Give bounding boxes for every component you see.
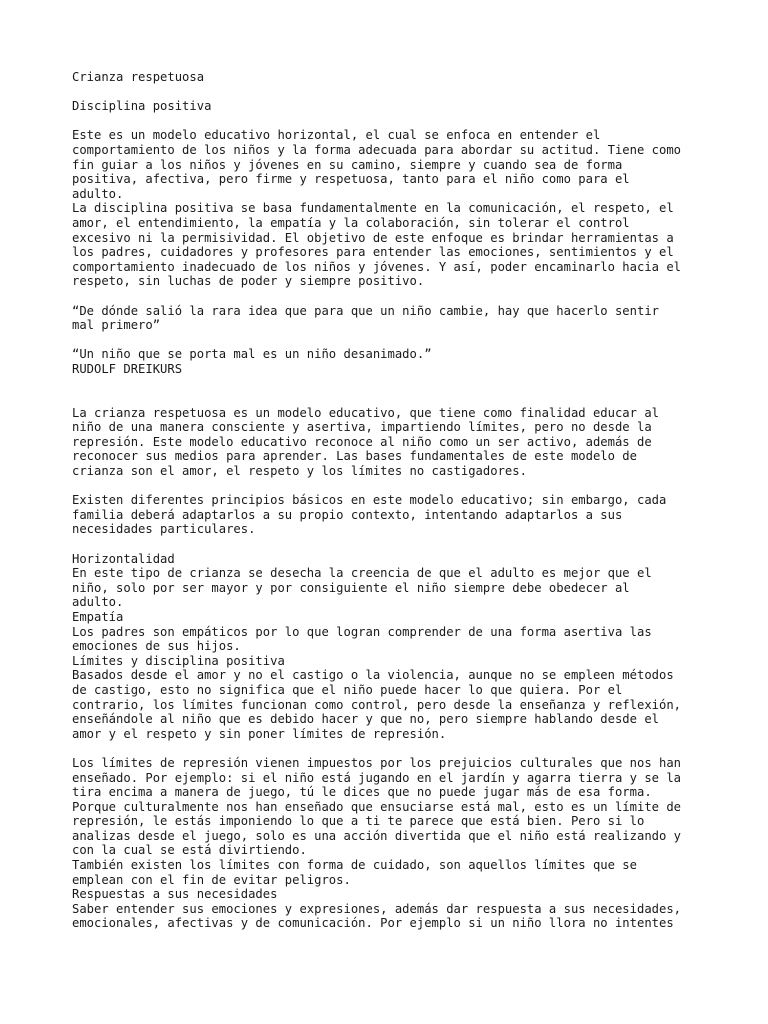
quote-1: “De dónde salió la rara idea que para que un niño cambie, hay que hacerlo sentir mal primero” bbox=[72, 303, 659, 333]
heading-limites: Límites y disciplina positiva bbox=[72, 653, 285, 668]
quote-author: RUDOLF DREIKURS bbox=[72, 361, 183, 376]
paragraph-principios: Existen diferentes principios básicos en este modelo educativo; sin embargo, cada familia deberá adaptarlos a su propio contexto, intentando adaptarlos a sus necesidades particulares. bbox=[72, 493, 667, 537]
heading-empatia: Empatía bbox=[72, 609, 124, 624]
document-subtitle: Disciplina positiva bbox=[72, 99, 212, 114]
heading-respuestas: Respuestas a sus necesidades bbox=[72, 887, 278, 902]
text-respuestas: Saber entender sus emociones y expresiones, además dar respuesta a sus necesidades, emocionales, afectivas y de comunicación. Por ejemplo si un niño llora no intentes bbox=[72, 901, 682, 931]
document-page bbox=[72, 70, 722, 931]
intro-paragraph: Este es un modelo educativo horizontal, el cual se enfoca en entender el comportamiento de los niños y la forma adecuada para abordar su actitud. Tiene como fin guiar a los niños y jóvenes en su camino, siempre y cuando sea de forma positiva, afectiva, pero firme y respetuosa, tanto para el niño como para el adulto. La disciplina positiva se basa fundamentalmente en la comunicación, el respeto, el amor, el entendimiento, la empatía y la colaboración, sin tolerar el control excesivo ni la permisividad. El objetivo de este enfoque es brindar herramientas a los padres, cuidadores y profesores para entender las emociones, sentimientos y el comportamiento inadecuado de los niños y jóvenes. Y así, poder encaminarlo hacia el respeto, sin luchas de poder y siempre positivo. bbox=[72, 128, 682, 289]
document-title: Crianza respetuosa bbox=[72, 70, 205, 84]
heading-horizontalidad: Horizontalidad bbox=[72, 551, 175, 566]
text-empatia: Los padres son empáticos por lo que logran comprender de una forma asertiva las emociones de sus hijos. bbox=[72, 624, 652, 654]
paragraph-crianza: La crianza respetuosa es un modelo educativo, que tiene como finalidad educar al niño de una manera consciente y asertiva, impartiendo límites, pero no desde la represión. Este modelo educativo reconoce al niño como un ser activo, además de reconocer sus medios para aprender. Las bases fundamentales de este modelo de crianza son el amor, el respeto y los límites no castigadores. bbox=[72, 405, 659, 479]
quote-2: “Un niño que se porta mal es un niño desanimado.” bbox=[72, 347, 432, 362]
text-horizontalidad: En este tipo de crianza se desecha la creencia de que el adulto es mejor que el niño, solo por ser mayor y por consiguiente el niño siempre debe obedecer al adulto. bbox=[72, 566, 652, 610]
paragraph-represion: Los límites de represión vienen impuestos por los prejuicios culturales que nos han enseñado. Por ejemplo: si el niño está jugando en el jardín y agarra tierra y se la tira encima a manera de juego, tú le dices que no puede jugar más de esa forma. Porque culturalmente nos han enseñado que ensuciarse está mal, esto es un límite de represión, le estás imponiendo lo que a ti te parece que está bien. Pero si lo analizas desde el juego, solo es una acción divertida que el niño está realizando y con la cual se está divirtiendo. También existen los límites con forma de cuidado, son aquellos límites que se emplean con el fin de evitar peligros. bbox=[72, 755, 682, 887]
text-limites: Basados desde el amor y no el castigo o la violencia, aunque no se empleen métodos de castigo, esto no significa que el niño puede hacer lo que quiera. Por el contrario, los límites funcionan como control, pero desde la enseñanza y reflexión, enseñándole al niño que es debido hacer y que no, pero siempre hablando desde el amor y el respeto y sin poner límites de represión. bbox=[72, 668, 682, 741]
